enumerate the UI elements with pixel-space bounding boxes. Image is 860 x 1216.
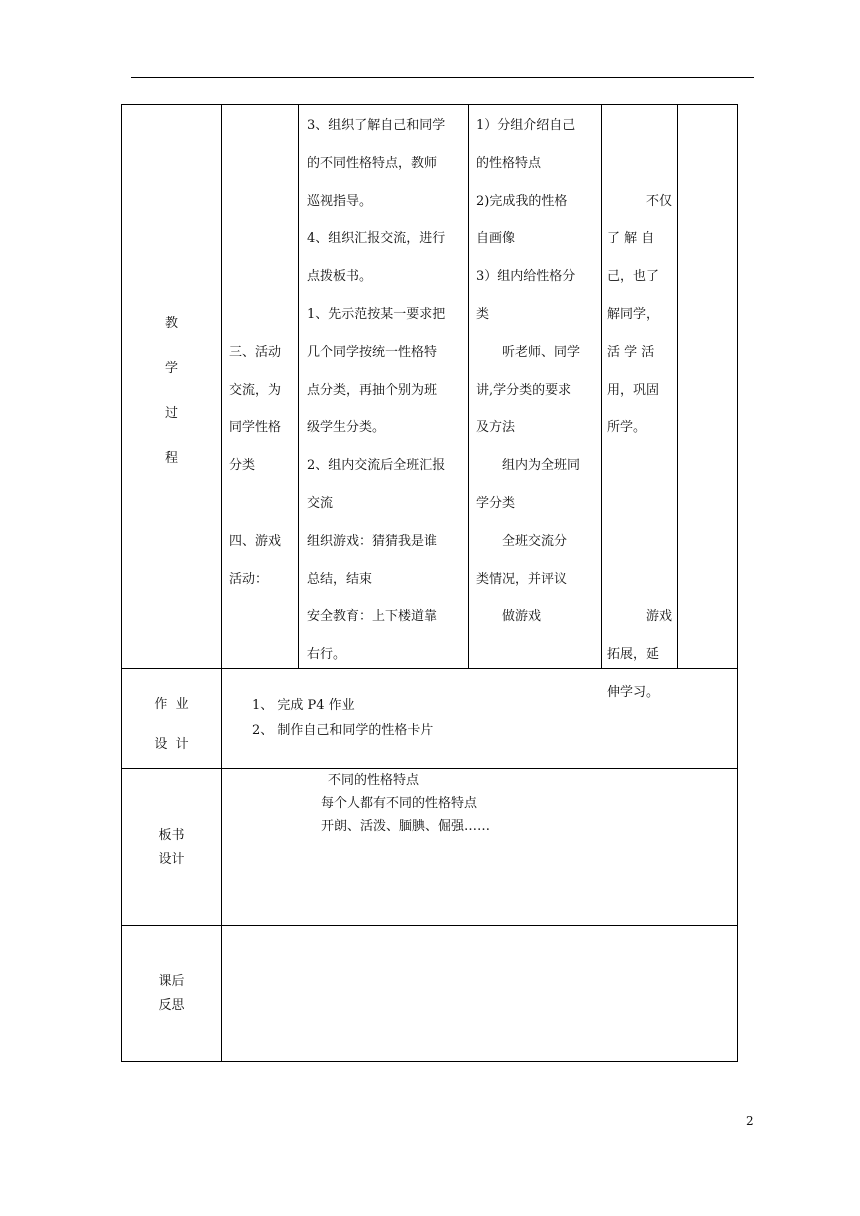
- homework-item: 2、 制作自己和同学的性格卡片: [252, 723, 434, 738]
- homework-label-line: 设 计: [154, 737, 189, 752]
- purpose-line: 用，巩固: [607, 382, 660, 398]
- process-label-char: 程: [164, 451, 178, 466]
- purpose-line: [607, 561, 678, 599]
- header-rule: [131, 77, 754, 78]
- reflection-label-line: 课后: [158, 974, 185, 989]
- phase-line: [229, 107, 299, 145]
- board-content: [308, 769, 708, 838]
- phase-line: [229, 183, 299, 221]
- purpose-line: [607, 523, 678, 561]
- phase-line: 四、游戏: [229, 533, 282, 549]
- purpose-line: [607, 145, 678, 183]
- board-label-line: 设计: [158, 852, 185, 867]
- homework-label-line: 作 业: [154, 697, 189, 712]
- purpose-line: [607, 447, 678, 485]
- teacher-line: 的不同性格特点，教师: [307, 155, 438, 171]
- purpose-line: 拓展，延: [607, 647, 660, 663]
- student-line: 听老师、同学: [476, 344, 581, 360]
- phase-line: [229, 296, 299, 334]
- student-line: 全班交流分: [476, 533, 568, 549]
- purpose-line: 不仅: [607, 193, 673, 209]
- student-line: 1）分组介绍自己: [476, 118, 576, 133]
- student-line: 2)完成我的性格: [476, 193, 568, 209]
- purpose-column: [607, 107, 678, 712]
- student-line: 类: [476, 306, 490, 322]
- purpose-line: [607, 107, 678, 145]
- student-activity-column: [476, 107, 602, 636]
- teacher-line: 2、组内交流后全班汇报: [307, 458, 446, 474]
- phase-line: 活动：: [229, 571, 269, 587]
- teacher-line: 右行。: [307, 647, 347, 663]
- homework-items: [252, 693, 712, 743]
- phase-line: 分类: [229, 458, 256, 474]
- student-line: 学分类: [476, 495, 516, 511]
- process-label: [122, 301, 221, 481]
- student-line: 类情况，并评议: [476, 571, 568, 587]
- process-label-char: 过: [164, 406, 178, 421]
- teacher-line: 1、先示范按某一要求把: [307, 306, 446, 322]
- teacher-activity-column: [307, 107, 469, 674]
- purpose-line: 所学。: [607, 420, 647, 436]
- reflection-label: [122, 970, 221, 1018]
- column-divider: [221, 105, 222, 1061]
- teacher-line: 点拨板书。: [307, 269, 373, 285]
- phase-line: [229, 220, 299, 258]
- student-line: 的性格特点: [476, 155, 542, 171]
- student-line: 组内为全班同: [476, 458, 581, 474]
- student-line: 及方法: [476, 420, 516, 436]
- teacher-line: 巡视指导。: [307, 193, 373, 209]
- teacher-line: 4、组织汇报交流，进行: [307, 231, 446, 247]
- board-label-line: 板书: [158, 828, 185, 843]
- phase-line: 交流，为: [229, 382, 282, 398]
- purpose-line: 己，也了: [607, 269, 660, 285]
- phase-line: [229, 145, 299, 183]
- board-label: [122, 824, 221, 872]
- purpose-line: 活 学 活: [607, 344, 655, 360]
- teacher-line: 组织游戏：猜猜我是谁: [307, 533, 438, 549]
- phase-line: 三、活动: [229, 344, 282, 360]
- purpose-line: [607, 485, 678, 523]
- lesson-plan-table: [121, 104, 738, 1062]
- phase-line: [229, 485, 299, 523]
- purpose-line: 伸学习。: [607, 684, 660, 700]
- board-line: 开朗、活泼、腼腆、倔强……: [321, 819, 491, 834]
- phase-line: 同学性格: [229, 420, 282, 436]
- purpose-line: 解同学，: [607, 306, 660, 322]
- teacher-line: 级学生分类。: [307, 420, 386, 436]
- homework-item: 1、 完成 P4 作业: [252, 698, 355, 713]
- student-line: 讲,学分类的要求: [476, 382, 572, 398]
- purpose-line: 游戏: [607, 609, 673, 625]
- teacher-line: 交流: [307, 495, 334, 511]
- purpose-line: 了 解 自: [607, 231, 655, 247]
- process-label-char: 教: [164, 316, 178, 331]
- student-line: 3）组内给性格分: [476, 269, 576, 285]
- page-number: 2: [746, 1114, 754, 1128]
- board-title: 不同的性格特点: [328, 773, 420, 788]
- process-label-char: 学: [164, 361, 178, 376]
- teacher-line: 总结，结束: [307, 571, 373, 587]
- row-divider: [122, 925, 737, 926]
- phase-column: [229, 107, 299, 598]
- teacher-line: 安全教育：上下楼道靠: [307, 609, 438, 625]
- board-line: 每个人都有不同的性格特点: [321, 796, 478, 811]
- homework-label: [122, 685, 221, 765]
- reflection-label-line: 反思: [158, 998, 185, 1013]
- student-line: 自画像: [476, 231, 516, 247]
- phase-line: [229, 258, 299, 296]
- teacher-line: 几个同学按统一性格特: [307, 344, 438, 360]
- student-line: 做游戏: [476, 609, 542, 625]
- teacher-line: 3、组织了解自己和同学: [307, 118, 446, 133]
- teacher-line: 点分类，再抽个别为班: [307, 382, 438, 398]
